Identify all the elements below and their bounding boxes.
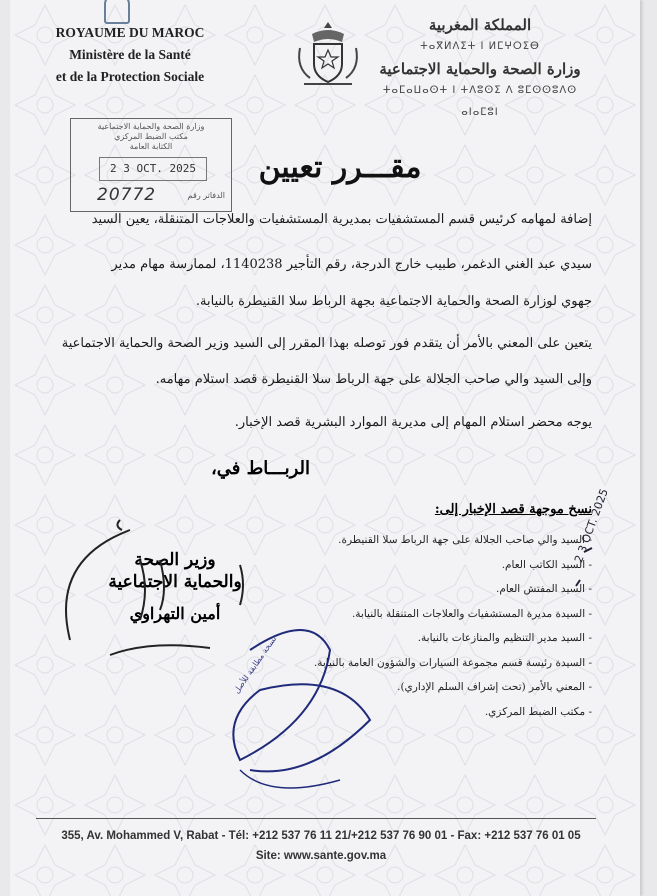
signature-title-1: وزير الصحة — [134, 550, 216, 570]
distribution-list — [292, 530, 592, 726]
stamp-line3: الكتابة العامة — [129, 142, 173, 151]
signature-name: أمين التهراوي — [129, 604, 221, 623]
paragraph-1-line3: جهوي لوزارة الصحة والحماية الاجتماعية بجهة الرباط سلا القنيطرة بالنيابة. — [195, 294, 592, 309]
distribution-item: - المعني بالأمر (تحت إشراف السلم الإداري). — [292, 677, 592, 702]
stamp-line1: وزارة الصحة والحماية الاجتماعية — [97, 122, 205, 131]
footer-address: 355, Av. Mohammed V, Rabat - Tél: +212 537 76 11 21/+212 537 76 90 01 - Fax: +212 537 76 01 05 — [61, 830, 581, 842]
paragraph-3: يوجه محضر استلام المهام إلى مديرية الموارد البشرية قصد الإخبار. — [234, 415, 592, 430]
paper-clip — [104, 0, 130, 24]
paragraph-1-line2: سيدي عبد الغني الدغمر، طبيب خارج الدرجة، رقم التأجير 1140238، لممارسة مهام مدير — [111, 257, 592, 272]
distribution-item: - السيدة مديرة المستشفيات والعلاجات المتنقلة بالنيابة. — [292, 604, 592, 629]
stamp-number-label: الدفاتر رقم — [187, 191, 225, 200]
distribution-heading: نسخ موجهة قصد الإخبار إلى: — [434, 502, 592, 517]
header-fr-line2: Ministère de la Santé — [69, 47, 191, 62]
stamp-number: 20772 — [97, 185, 157, 205]
header-french — [30, 22, 230, 88]
certified-copy-stamp: نسخة مطابقة للأصل — [232, 634, 279, 696]
document-title: مقـــرر تعيين — [258, 150, 422, 185]
registry-stamp — [70, 118, 232, 212]
header-fr-line1: ROYAUME DU MAROC — [55, 25, 205, 40]
distribution-item: - السيد مدير التنظيم والمنازعات بالنيابة. — [292, 628, 592, 653]
document-page — [10, 0, 640, 896]
header-ar-line4: ⵜⴰⵎⴰⵡⴰⵙⵜ ⵏ ⵜⴷⵓⵙⵉ ⴷ ⵓⵎⵙⵙⵓⴷⵙ ⴰⵏⴰⵎⵓⵏ — [382, 85, 578, 118]
signing-city: الربـــاط في، — [210, 458, 310, 479]
header-ar-line1: المملكة المغربية — [428, 16, 532, 34]
paragraph-1-line1: إضافة لمهامه كرئيس قسم المستشفيات بمديرية المستشفيات والعلاجات المتنقلة، يعين السيد — [91, 212, 592, 227]
distribution-item: - السيد والي صاحب الجلالة على جهة الرباط سلا القنيطرة. — [292, 530, 592, 555]
header-ar-line2: ⵜⴰⴳⵍⴷⵉⵜ ⵏ ⵍⵎⵖⵔⵉⴱ — [420, 41, 540, 52]
header-ar-line3: وزارة الصحة والحماية الاجتماعية — [379, 60, 581, 78]
distribution-item: - السيد الكاتب العام. — [292, 555, 592, 580]
header-arabic — [370, 14, 590, 124]
paragraph-2-line1: يتعين على المعني بالأمر أن يتقدم فور توصله بهذا المقرر إلى السيد وزير الصحة والحماية الاجتماعية — [61, 336, 592, 351]
minister-signature-block — [70, 550, 280, 623]
coat-of-arms-icon — [290, 18, 366, 94]
distribution-item: - السيد المفتش العام. — [292, 579, 592, 604]
stamp-line2: مكتب الضبط المركزي — [114, 132, 188, 141]
stamp-date: 2 3 OCT. 2025 — [99, 157, 207, 181]
footer-site: Site: www.sante.gov.ma — [255, 850, 387, 862]
stamp-text — [71, 119, 231, 152]
signature-title-2: والحماية الاجتماعية — [108, 572, 242, 592]
received-date-stamp: 2 3 OCT. 2025 — [572, 486, 611, 565]
footer — [36, 826, 606, 866]
header-fr-line3: et de la Protection Sociale — [55, 69, 205, 84]
distribution-item: - السيدة رئيسة قسم مجموعة السيارات والشؤون العامة بالنيابة. — [292, 653, 592, 678]
paragraph-2-line2: وإلى السيد والي صاحب الجلالة على جهة الرباط سلا القنيطرة قصد استلام مهامه. — [155, 372, 592, 387]
distribution-item: - مكتب الضبط المركزي. — [292, 702, 592, 727]
footer-divider — [36, 818, 596, 819]
